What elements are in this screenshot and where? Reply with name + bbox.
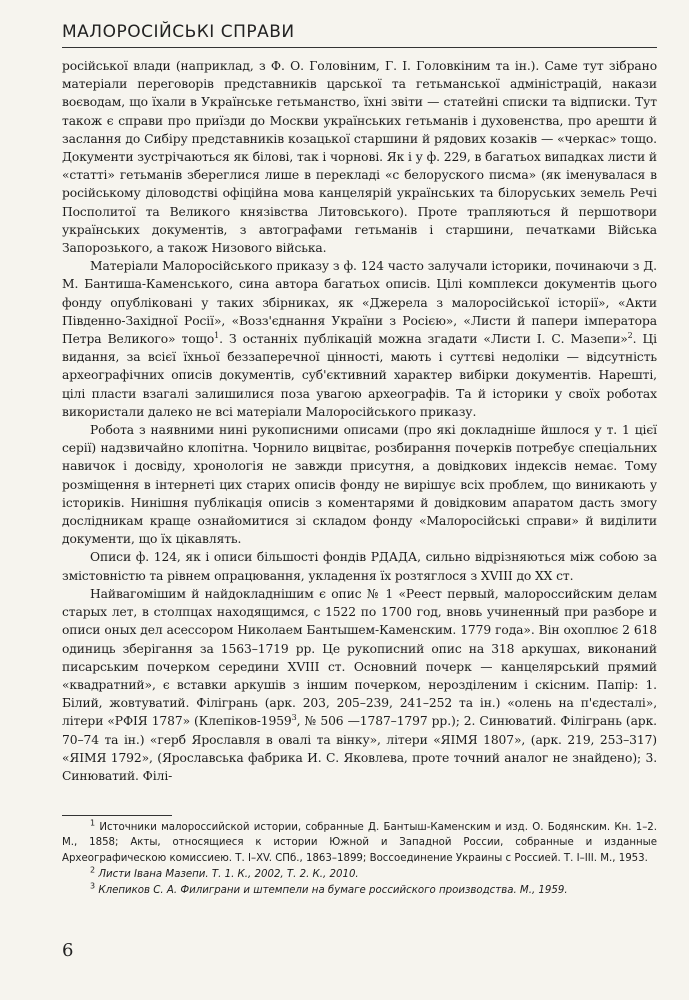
paragraph-2-text-b: . З останніх публікацій можна згадати «Листи І. С. Мазепи»	[219, 332, 628, 347]
paragraph-2	[62, 257, 657, 421]
footnote-ref-2[interactable]: 2	[627, 330, 633, 340]
paragraph-5	[62, 585, 657, 785]
main-text	[62, 57, 657, 785]
footnotes	[62, 820, 657, 899]
footnote-1-text: Источники малороссийской истории, собранные Д. Бантыш-Каменским и изд. О. Бодянским. Кн. 1–2. М., 1858; Акты, относящиеся к истории Южной и Западной России, собранные и изданные Археографическою комиссиею. Т. I–XV. СПб., 1863–1899; Воссоединение Украины с Россией. Т. I–III. М., 1953.	[62, 822, 658, 864]
running-header: МАЛОРОСІЙСЬКІ СПРАВИ	[62, 22, 295, 42]
page-number: 6	[62, 940, 74, 961]
footnote-2-text: Листи Івана Мазепи. Т. 1. К., 2002, Т. 2. К., 2010.	[98, 868, 359, 880]
footnote-3-number: 3	[90, 881, 96, 891]
footnote-2-number: 2	[90, 865, 96, 875]
paragraph-2-text-a: Матеріали Малоросійського приказу з ф. 124 часто залучали історики, починаючи з Д. М. Бантиша-Каменського, сина автора багатьох описів. Цілі комплекси документів цього фонду опубліковані у таких збірниках, як «Джерела з малоросійської історії», «Акти Південно-Західної Росії», «Возз'єднання України з Росією», «Листи й папери імператора Петра Великого» тощо	[62, 259, 657, 347]
footnote-3	[62, 883, 657, 898]
paragraph-4: Описи ф. 124, як і описи більшості фондів РДАДА, сильно відрізняються між собою за змістовністю та рівнем опрацювання, укладення їх розтяглося з XVIII до XX ст.	[62, 550, 657, 583]
footnote-ref-3[interactable]: 3	[291, 713, 297, 723]
footnote-2	[62, 867, 657, 882]
footnote-3-text: Филиграни и штемпели на бумаге российского производства. М., 1959.	[177, 885, 568, 897]
footnote-rule	[62, 815, 172, 816]
paragraph-5-text-a: Найвагомішим й найдокладнішим є опис № 1 «Реест первый, малороссийским делам старых лет, в столпцах находящимся, с 1522 по 1700 год, вновь учиненный при разборе и описи оных дел асессором Николаем Бантышем-Каменским. 1779 года». Він охоплює 2 618 одиниць зберігання за 1563–1719 рр. Це рукописний опис на 318 аркушах, виконаний писарським почерком середини XVIII ст. Основний почерк — канцелярський прямий «квадратний», є вставки аркушів з іншим почерком, нерозділеним і скісним. Папір: 1. Білий, жовтуватий. Філігрань (арк. 203, 205–239, 241–252 та ін.) «олень на п'єдесталі», літери «РФІЯ 1787» (Клепіков-1959	[62, 586, 657, 729]
paragraph-3: Робота з наявними нині рукописними описами (про які докладніше йшлося у т. 1 цієї серії) надзвичайно клопітна. Чорнило вицвітає, розбирання почерків потребує спеціальних навичок і досвіду, хронологія не завжди присутня, а довідкових індексів немає. Тому розміщення в інтернеті цих старих описів фонду не вирішує всіх проблем, що виникають у істориків. Нинішня публікація описів з коментарями й довідковим апаратом дасть змогу дослідникам краще ознайомитися зі складом фонду «Малоросійські справи» й виділити документи, що їх цікавлять.	[62, 423, 657, 547]
paragraph-1: російської влади (наприклад, з Ф. О. Головіним, Г. І. Головкіним та ін.). Саме тут зібрано матеріали переговорів представників царської та гетьманської адміністрацій, накази воєводам, що їхали в Українське гетьманство, їхні звіти — статейні списки та відписки. Тут також є справи про приїзди до Москви українських гетьманів і духовенства, про арешти й заслання до Сибіру представників козацької старшини й рядових козаків — «черкас» тощо. Документи зустрічаються як білові, так і чорнові. Як і у ф. 229, в багатьох випадках листи й «статті» гетьманів збереглися лише в перекладі «с белорускoго писма» (як іменувалася в російському діловодстві офіційна мова канцелярій українських та білоруських земель Речі Посполитої та Великого князівства Литовського). Проте трапляються й першотвори українських документів, з автографами гетьманів і старшини, печатками Війська Запорозького, а також Низового війська.	[62, 59, 657, 256]
footnote-3-author: Клепиков С. А.	[98, 885, 178, 897]
paragraph-5-text-b: , № 506 —1787–1797 рр.); 2. Синюватий. Філігрань (арк. 70–74 та ін.) «герб Ярославля в овалі та вінку», літери «ЯІМЯ 1807», (арк. 219, 253–317) «ЯІМЯ 1792», (Ярославська фабрика И. С. Яковлева, проте точний аналог не знайдено); 3. Синюватий. Філі-	[62, 714, 657, 783]
footnote-1	[62, 820, 657, 866]
header-rule	[62, 47, 657, 48]
footnote-1-number: 1	[90, 818, 96, 828]
paragraph-2-text-c: . Ці видання, за всієї їхньої беззаперечної цінності, мають і суттєві недоліки — відсутність археографічних описів документів, суб'єктивний характер вибірки документів. Нарешті, цілі пласти взагалі залишилися поза увагою археографів. Та й історики у своїх роботах використали далеко не всі матеріали Малоросійського приказу.	[62, 332, 657, 419]
footnote-ref-1[interactable]: 1	[214, 330, 220, 340]
